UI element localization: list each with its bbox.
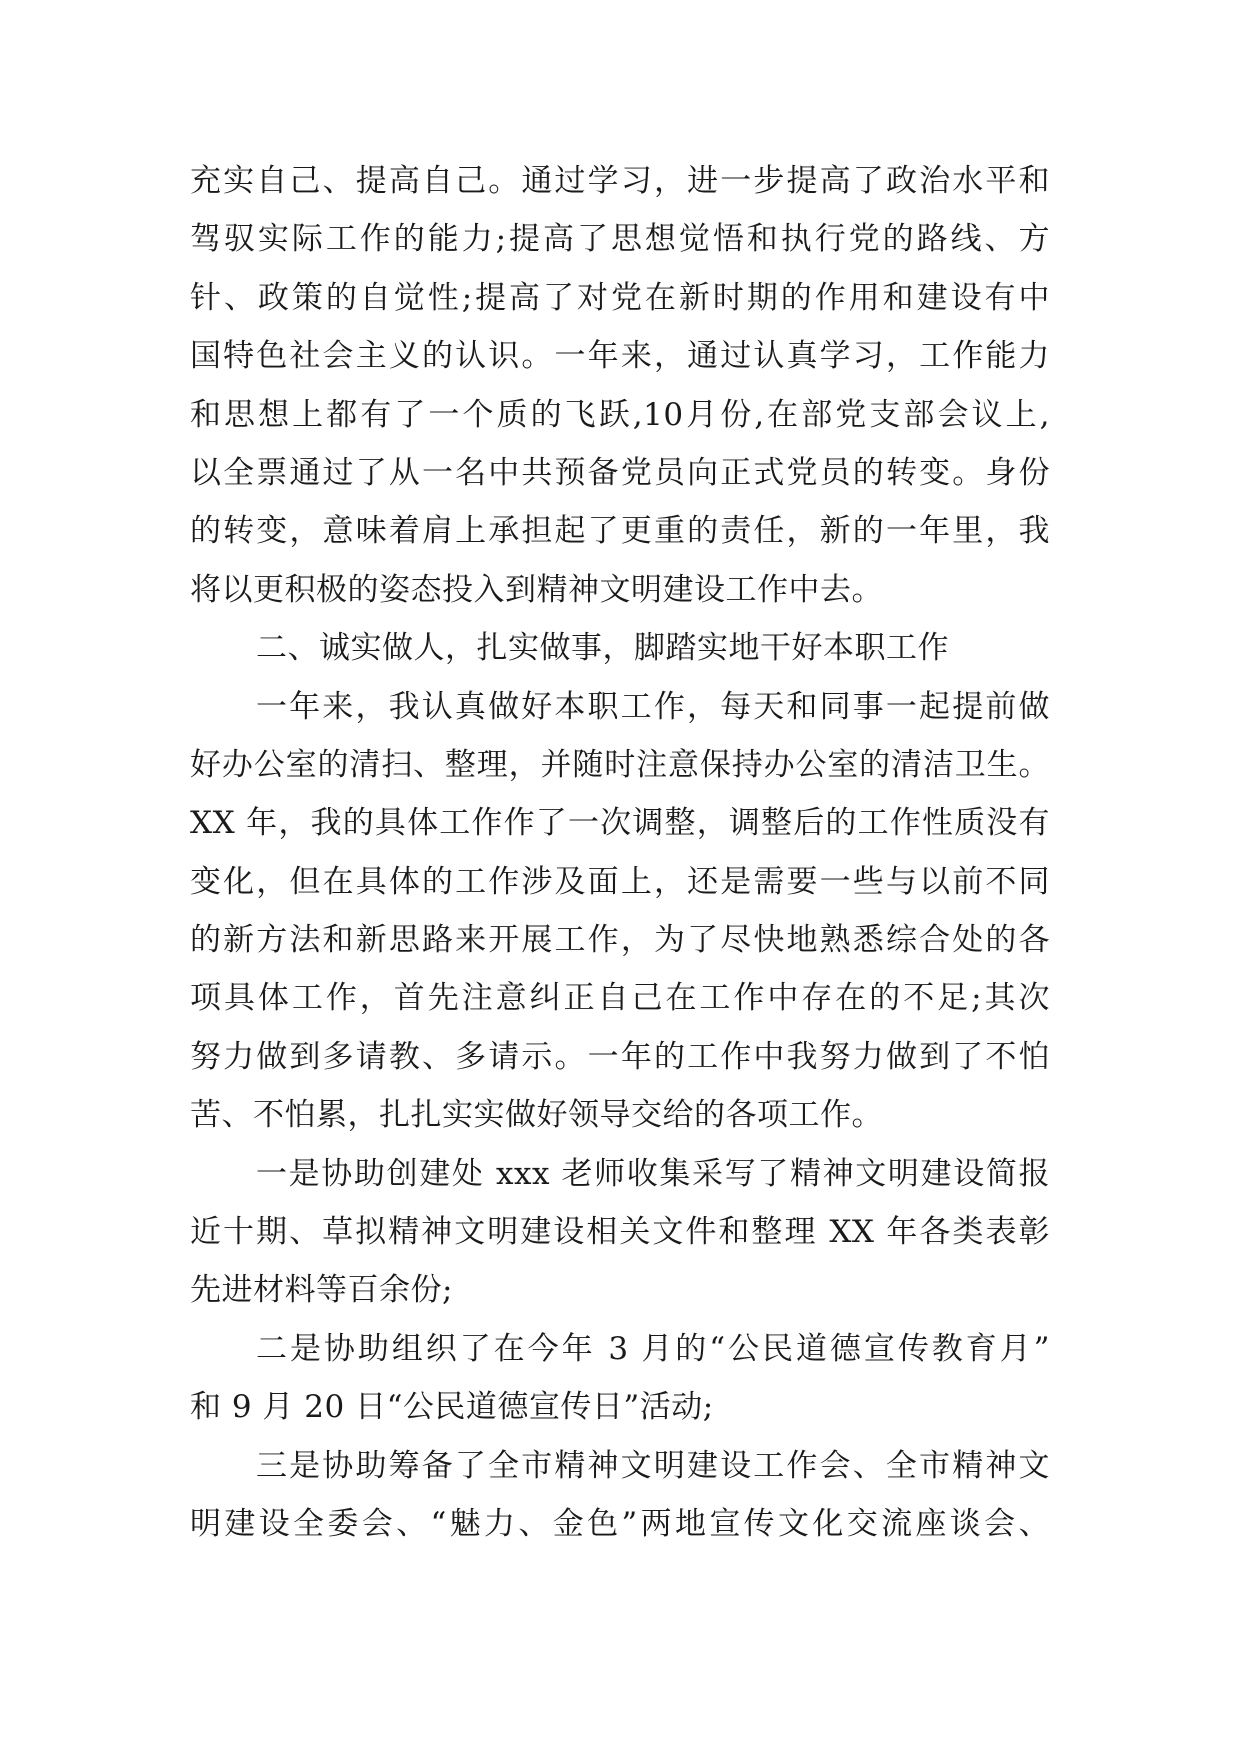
text-line: 充实自己、提高自己。通过学习，进一步提高了政治水平和 bbox=[190, 163, 1050, 199]
section-heading bbox=[190, 619, 1050, 677]
text-line: 驾驭实际工作的能力;提高了思想觉悟和执行党的路线、方 bbox=[190, 221, 1050, 258]
text-line: 一年来，我认真做好本职工作，每天和同事一起提前做 bbox=[256, 688, 1050, 725]
document-body bbox=[190, 152, 1050, 1553]
text-line: 变化，但在具体的工作涉及面上，还是需要一些与以前不同 bbox=[190, 863, 1050, 900]
text-line: 国特色社会主义的认识。一年来，通过认真学习，工作能力 bbox=[190, 338, 1050, 375]
text-line: 近十期、草拟精神文明建设相关文件和整理 XX 年各类表彰 bbox=[190, 1214, 1050, 1251]
paragraph-3 bbox=[190, 1145, 1050, 1320]
text-line: 项具体工作，首先注意纠正自己在工作中存在的不足;其次 bbox=[190, 980, 1050, 1017]
text-line: XX 年，我的具体工作作了一次调整，调整后的工作性质没有 bbox=[190, 805, 1050, 842]
paragraph-1 bbox=[190, 152, 1050, 619]
paragraph-4 bbox=[190, 1320, 1050, 1437]
text-line: 将以更积极的姿态投入到精神文明建设工作中去。 bbox=[190, 571, 883, 608]
text-line: 和 9 月 20 日“公民道德宣传日”活动; bbox=[190, 1389, 714, 1426]
text-line: 以全票通过了从一名中共预备党员向正式党员的转变。身份 bbox=[190, 454, 1050, 491]
text-line: 明建设全委会、“魅力、金色”两地宣传文化交流座谈会、 bbox=[190, 1505, 1050, 1542]
text-line: 的转变，意味着肩上承担起了更重的责任，新的一年里，我 bbox=[190, 513, 1050, 550]
paragraph-2 bbox=[190, 678, 1050, 1145]
text-line: 苦、不怕累，扎扎实实做好领导交给的各项工作。 bbox=[190, 1097, 883, 1134]
text-line: 针、政策的自觉性;提高了对党在新时期的作用和建设有中 bbox=[190, 279, 1050, 316]
text-line: 先进材料等百余份; bbox=[190, 1272, 453, 1309]
text-line: 和思想上都有了一个质的飞跃,10月份,在部党支部会议上, bbox=[190, 396, 1050, 433]
text-line: 努力做到多请教、多请示。一年的工作中我努力做到了不怕 bbox=[190, 1038, 1050, 1075]
text-line: 一是协助创建处 xxx 老师收集采写了精神文明建设简报 bbox=[256, 1155, 1050, 1192]
paragraph-5 bbox=[190, 1437, 1050, 1554]
text-line: 的新方法和新思路来开展工作，为了尽快地熟悉综合处的各 bbox=[190, 922, 1050, 959]
heading-line: 二、诚实做人，扎实做事，脚踏实地干好本职工作 bbox=[256, 630, 949, 667]
text-line: 三是协助筹备了全市精神文明建设工作会、全市精神文 bbox=[256, 1447, 1050, 1484]
text-line: 好办公室的清扫、整理，并随时注意保持办公室的清洁卫生。 bbox=[190, 746, 1050, 783]
text-line: 二是协助组织了在今年 3 月的“公民道德宣传教育月” bbox=[256, 1330, 1050, 1367]
